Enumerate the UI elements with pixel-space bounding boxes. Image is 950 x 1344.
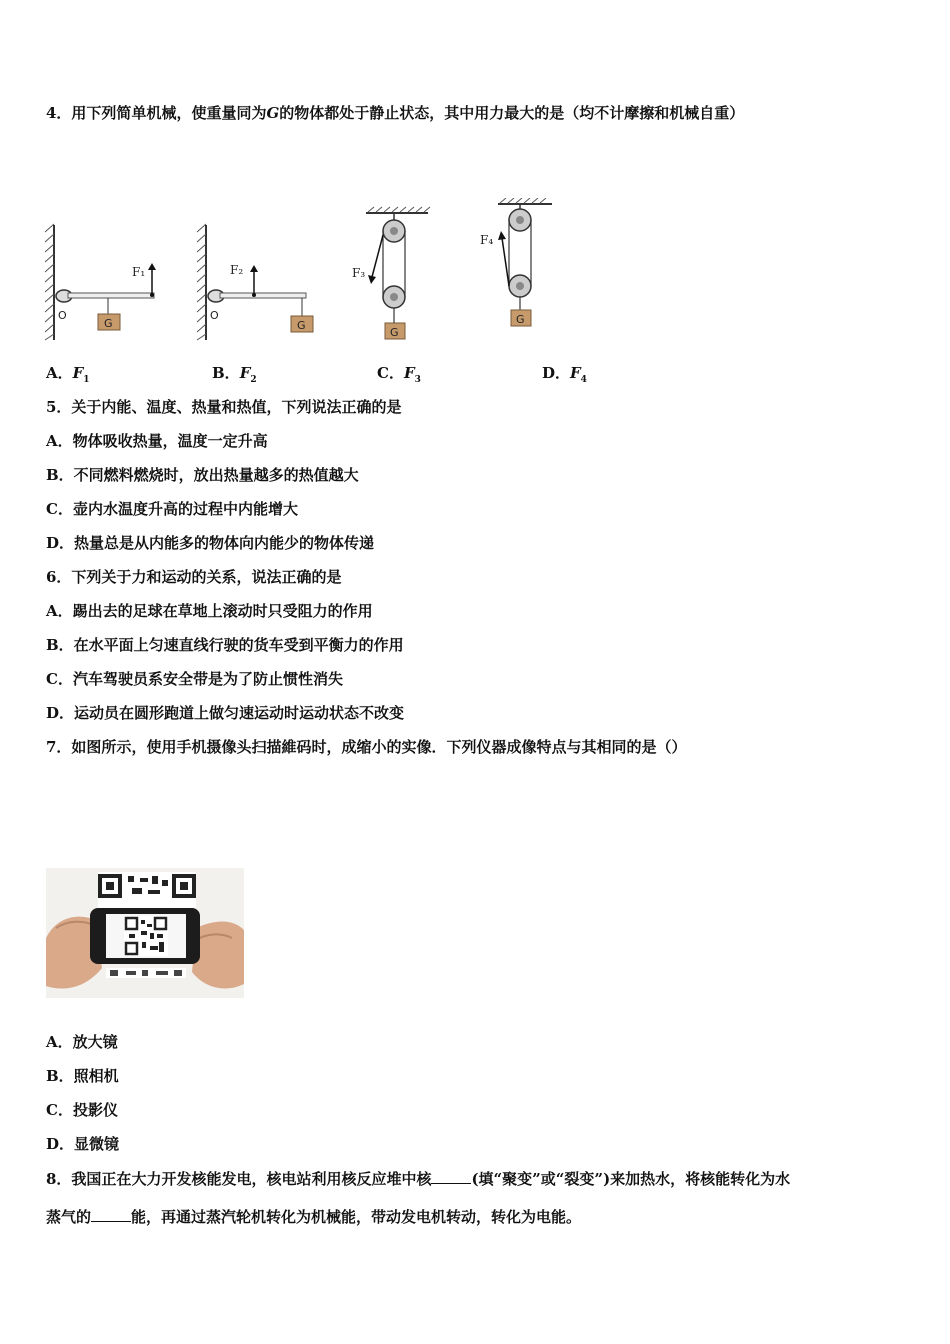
q5-option-a[interactable]: A．物体吸收热量，温度一定升高 [46,432,268,450]
q4-option-a[interactable]: A．$F_1$ [46,364,90,385]
svg-text:F₄: F₄ [480,233,494,247]
svg-text:G: G [104,317,113,330]
q6-option-a[interactable]: A．踢出去的足球在草地上滚动时只受阻力的作用 [46,602,373,620]
svg-text:F₂: F₂ [230,263,244,277]
figure-lever-f1 [40,220,170,345]
q5-stem: 5．关于内能、温度、热量和热值，下列说法正确的是 [46,398,402,416]
qr-scan-photo [46,868,244,998]
svg-text:O: O [58,309,67,322]
q7-option-a[interactable]: A．放大镜 [46,1033,118,1051]
svg-text:G: G [516,313,525,326]
q7-stem: 7．如图所示，使用手机摄像头扫描維码时，成缩小的实像．下列仪器成像特点与其相同的是（） [46,738,687,756]
q5-option-c[interactable]: C．壶内水温度升高的过程中内能增大 [46,500,298,518]
printed-qr-icon [98,872,196,908]
svg-text:G: G [390,326,399,339]
q5-option-d[interactable]: D．热量总是从内能多的物体向内能少的物体传递 [46,534,375,552]
svg-text:O: O [210,309,219,322]
svg-text:F₃: F₃ [352,266,366,280]
figure-pulley-f3 [350,205,440,345]
q6-stem: 6．下列关于力和运动的关系，说法正确的是 [46,568,342,586]
wall-hatch-icon [45,224,54,340]
svg-text:F₁: F₁ [132,265,146,279]
screen-qr-icon [124,916,168,956]
q5-option-b[interactable]: B．不同燃料燃烧时，放出热量越多的热值越大 [46,466,359,484]
q7-option-b[interactable]: B．照相机 [46,1067,119,1085]
wall-hatch-icon [197,224,206,340]
q7-option-d[interactable]: D．显微镜 [46,1135,120,1153]
q7-option-c[interactable]: C．投影仪 [46,1101,118,1119]
q6-option-c[interactable]: C．汽车驾驶员系安全带是为了防止惯性消失 [46,670,343,688]
q8-line-1: 8．我国正在大力开发核能发电，核电站利用核反应堆中核 (填“聚变”或“裂变”)来加热水，将核能转化为水 [46,1170,791,1188]
figure-pulley-f4 [472,198,562,338]
q4-options [46,362,746,385]
q4-stem: 4．用下列简单机械，使重量同为G的物体都处于静止状态，其中用力最大的是（均不计摩擦和机械自重） [46,104,745,122]
q6-option-b[interactable]: B．在水平面上匀速直线行驶的货车受到平衡力的作用 [46,636,404,654]
q8-blank-1[interactable] [431,1169,471,1184]
figure-lever-f2 [192,220,322,345]
q4-option-c[interactable]: C．$F_3$ [377,364,421,385]
q8-line-2: 蒸气的 能，再通过蒸汽轮机转化为机械能，带动发电机转动，转化为电能。 [46,1208,582,1226]
q4-option-b[interactable]: B．$F_2$ [212,364,257,385]
svg-text:G: G [297,319,306,332]
q4-option-d[interactable]: D．$F_4$ [542,364,587,385]
q6-option-d[interactable]: D．运动员在圆形跑道上做匀速运动时运动状态不改变 [46,704,405,722]
q8-blank-2[interactable] [91,1207,131,1222]
